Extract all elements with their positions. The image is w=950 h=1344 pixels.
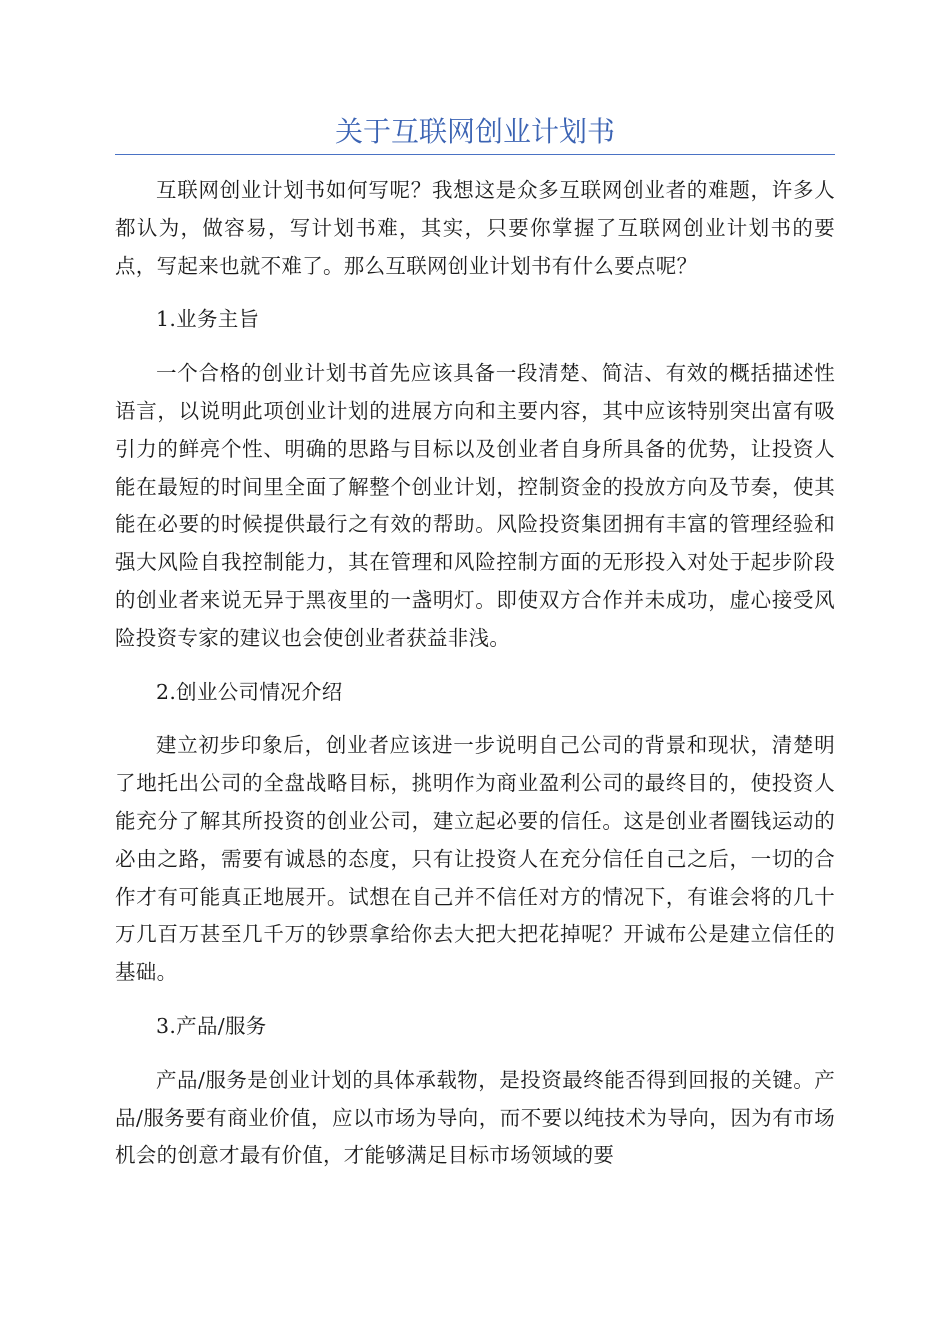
section-heading-business-purpose: 1.业务主旨	[156, 307, 260, 332]
document-title: 关于互联网创业计划书	[334, 115, 615, 148]
section-heading-company-intro: 2.创业公司情况介绍	[156, 679, 343, 704]
title-underline	[115, 154, 835, 155]
section-heading-product-service: 3.产品/服务	[156, 1013, 267, 1038]
document-body	[115, 172, 835, 1191]
section-body-business-purpose: 一个合格的创业计划书首先应该具备一段清楚、简洁、有效的概括描述性语言，以说明此项创业计划的进展方向和主要内容，其中应该特别突出富有吸引力的鲜亮个性、明确的思路与目标以及创业者自身所具备的优势，让投资人能在最短的时间里全面了解整个创业计划，控制资金的投放方向及节奏，使其能在必要的时候提供最行之有效的帮助。风险投资集团拥有丰富的管理经验和强大风险自我控制能力，其在管理和风险控制方面的无形投入对处于起步阶段的创业者来说无异于黑夜里的一盏明灯。即使双方合作并未成功，虚心接受风险投资专家的建议也会使创业者获益非浅。	[115, 361, 835, 650]
intro-paragraph: 互联网创业计划书如何写呢？我想这是众多互联网创业者的难题，许多人都认为，做容易，写计划书难，其实，只要你掌握了互联网创业计划书的要点，写起来也就不难了。那么互联网创业计划书有什么要点呢？	[115, 178, 835, 278]
section-body-company-intro: 建立初步印象后，创业者应该进一步说明自己公司的背景和现状，清楚明了地托出公司的全盘战略目标，挑明作为商业盈利公司的最终目的，使投资人能充分了解其所投资的创业公司，建立起必要的信任。这是创业者圈钱运动的必由之路，需要有诚恳的态度，只有让投资人在充分信任自己之后，一切的合作才有可能真正地展开。试想在自己并不信任对方的情况下，有谁会将的几十万几百万甚至几千万的钞票拿给你去大把大把花掉呢？开诚布公是建立信任的基础。	[115, 733, 835, 985]
section-body-product-service: 产品/服务是创业计划的具体承载物，是投资最终能否得到回报的关键。产品/服务要有商业价值，应以市场为导向，而不要以纯技术为导向，因为有市场机会的创意才最有价值，才能够满足目标市场领域的要	[115, 1067, 835, 1168]
